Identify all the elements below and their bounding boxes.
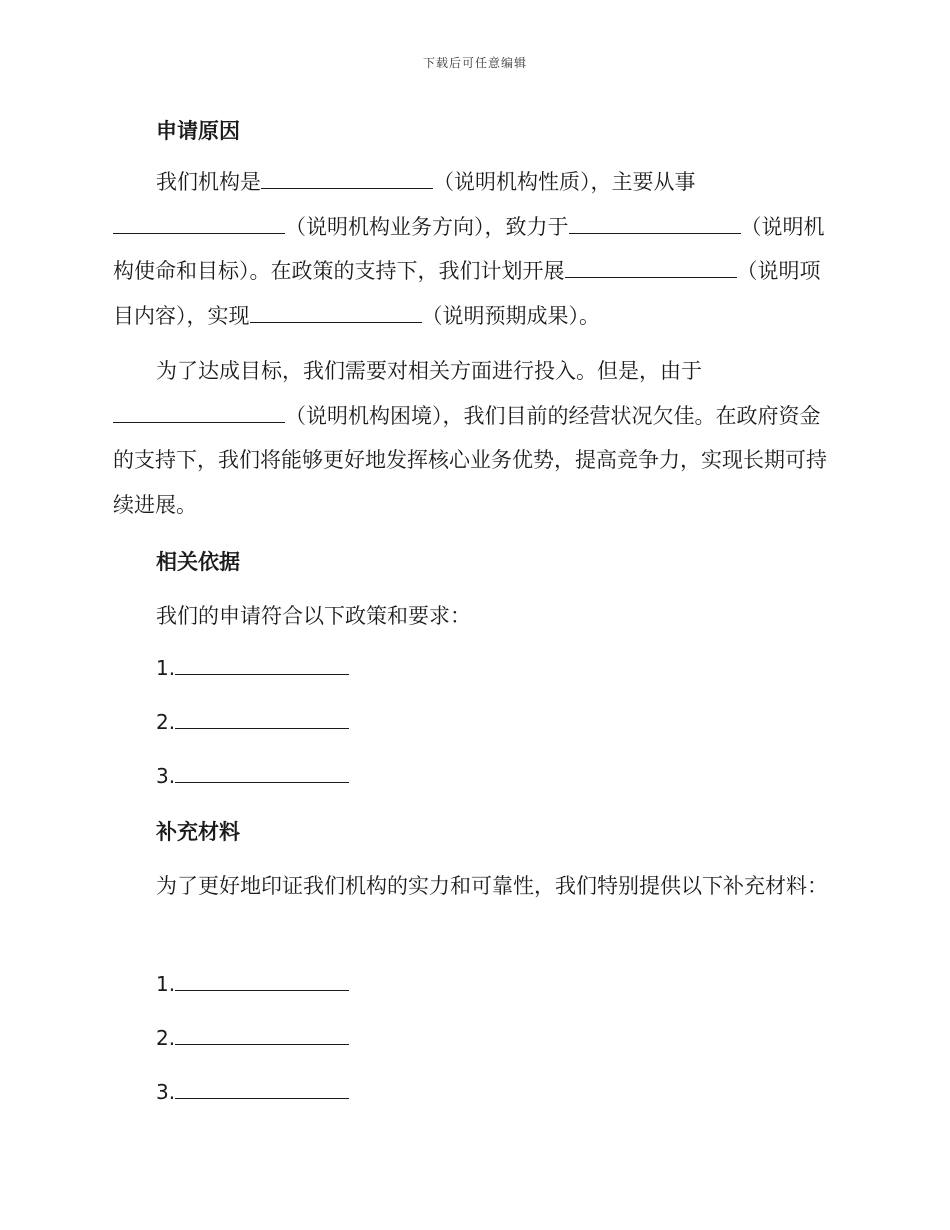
text-segment: （说明项目内容），实现	[113, 259, 821, 328]
fill-blank-outcome[interactable]	[250, 304, 422, 323]
materials-intro: 为了更好地印证我们机构的实力和可靠性，我们特别提供以下补充材料：	[156, 874, 828, 898]
fill-blank-basis-2[interactable]	[175, 710, 349, 729]
basis-item	[156, 656, 349, 680]
item-number: 1.	[156, 656, 176, 680]
item-number: 3.	[156, 764, 176, 788]
fill-blank-basis-1[interactable]	[175, 656, 349, 675]
fill-blank-basis-3[interactable]	[175, 764, 349, 783]
materials-item	[156, 1080, 349, 1104]
paragraph-org-intro	[113, 160, 833, 338]
basis-intro: 我们的申请符合以下政策和要求：	[156, 604, 471, 628]
basis-item	[156, 764, 349, 788]
item-number: 1.	[156, 972, 176, 996]
fill-blank-material-3[interactable]	[175, 1080, 349, 1099]
text-segment: （说明机构性质），主要从事	[433, 170, 696, 194]
item-number: 3.	[156, 1080, 176, 1104]
page-header: 下载后可任意编辑	[422, 56, 527, 70]
fill-blank-nature[interactable]	[261, 170, 433, 189]
text-segment: （说明机构业务方向），致力于	[285, 214, 569, 239]
heading-reason: 申请原因	[156, 119, 240, 143]
basis-item	[156, 710, 349, 734]
fill-blank-material-2[interactable]	[175, 1026, 349, 1045]
heading-materials: 补充材料	[156, 820, 240, 844]
fill-blank-business[interactable]	[113, 215, 285, 234]
text-segment: （说明机构使命和目标）。在政策的支持下，我们计划开展	[113, 214, 825, 283]
paragraph-funding-need	[113, 349, 833, 527]
item-number: 2.	[156, 1026, 176, 1050]
text-segment: 我们机构是	[156, 170, 261, 194]
text-segment: （说明预期成果）。	[421, 303, 600, 328]
fill-blank-project[interactable]	[565, 259, 737, 278]
fill-blank-difficulty[interactable]	[113, 404, 285, 423]
fill-blank-material-1[interactable]	[175, 972, 349, 991]
materials-item	[156, 972, 349, 996]
text-segment: 为了达成目标，我们需要对相关方面进行投入。但是，由于	[156, 359, 702, 383]
fill-blank-mission[interactable]	[569, 215, 741, 234]
materials-item	[156, 1026, 349, 1050]
text-segment: （说明机构困境），我们目前的经营状况欠佳。在政府资金的支持下，我们将能够更好地发挥核心业务优势，提高竞争力，实现长期可持续进展。	[113, 403, 827, 517]
heading-basis: 相关依据	[156, 550, 240, 574]
item-number: 2.	[156, 710, 176, 734]
